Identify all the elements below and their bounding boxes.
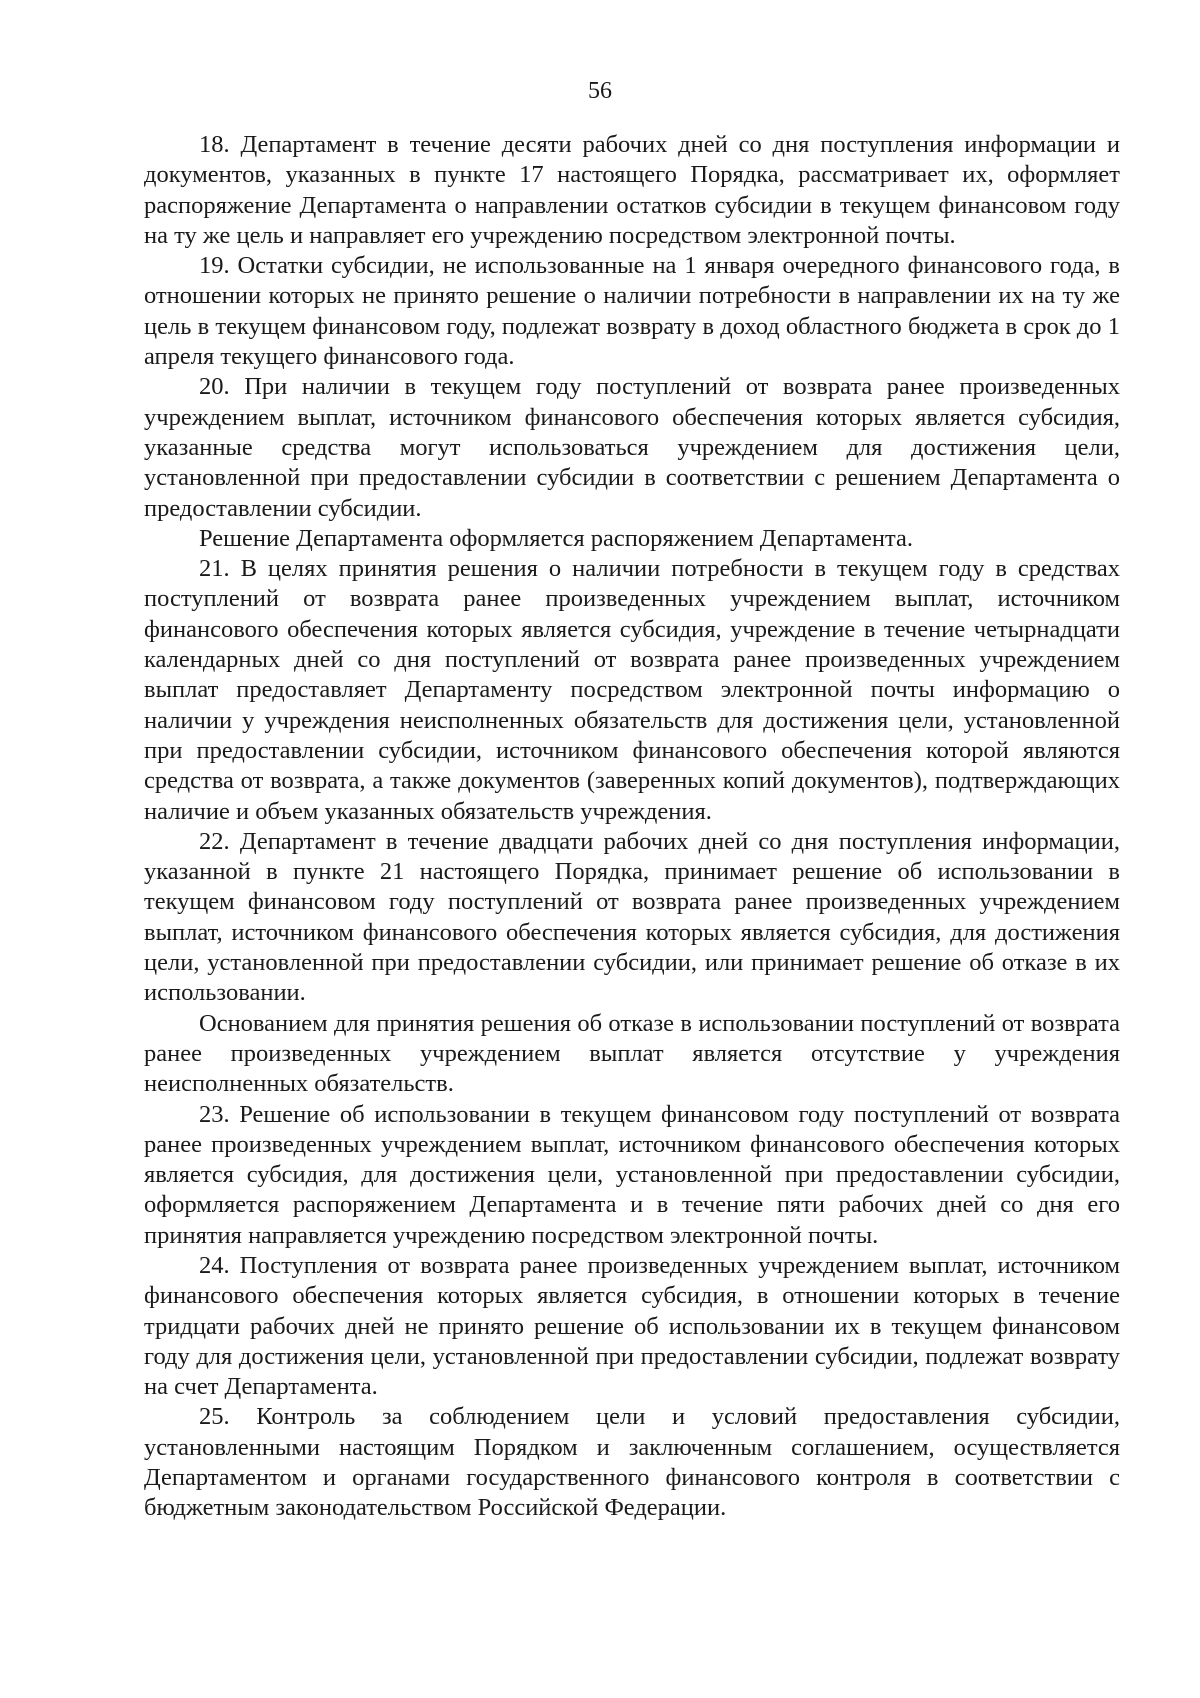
document-body [144,130,1120,1524]
paragraph-21: 21. В целях принятия решения о наличии потребности в текущем году в средствах поступлений от возврата ранее произведенных учреждением выплат, источником финансового обеспечения которых является субсидия, учреждение в течение четырнадцати календарных дней со дня поступлений от возврата ранее произведенных учреждением выплат предоставляет Департаменту посредством электронной почты информацию о наличии у учреждения неисполненных обязательств для достижения цели, установленной при предоставлении субсидии, источником финансового обеспечения которой являются средства от возврата, а также документов (заверенных копий документов), подтверждающих наличие и объем указанных обязательств учреждения. [144,555,1120,825]
paragraph-23: 23. Решение об использовании в текущем финансовом году поступлений от возврата ранее произведенных учреждением выплат, источником финансового обеспечения которых является субсидия, для достижения цели, установленной при предоставлении субсидии, оформляется распоряжением Департамента и в течение пяти рабочих дней со дня его принятия направляется учреждению посредством электронной почты. [144,1100,1120,1249]
paragraph-24: 24. Поступления от возврата ранее произведенных учреждением выплат, источником финансового обеспечения которых является субсидия, в отношении которых в течение тридцати рабочих дней не принято решение об использовании их в текущем финансовом году для достижения цели, установленной при предоставлении субсидии, подлежат возврату на счет Департамента. [144,1251,1120,1401]
paragraph-20-decision: Решение Департамента оформляется распоряжением Департамента. [199,524,913,552]
paragraph-22: 22. Департамент в течение двадцати рабочих дней со дня поступления информации, указанной в пункте 21 настоящего Порядка, принимает решение об использовании в текущем финансовом году поступлений от возврата ранее произведенных учреждением выплат, источником финансового обеспечения которых является субсидия, для достижения цели, установленной при предоставлении субсидии, или принимает решение об отказе в их использовании. [144,827,1120,1007]
paragraph-19: 19. Остатки субсидии, не использованные на 1 января очередного финансового года, в отношении которых не принято решение о наличии потребности в направлении их на ту же цель в текущем финансовом году, подлежат возврату в доход областного бюджета в срок до 1 апреля текущего финансового года. [144,252,1120,371]
paragraph-20: 20. При наличии в текущем году поступлений от возврата ранее произведенных учреждением выплат, источником финансового обеспечения которых является субсидия, указанные средства могут использоваться учреждением для достижения цели, установленной при предоставлении субсидии в соответствии с решением Департамента о предоставлении субсидии. [144,373,1120,522]
paragraph-18: 18. Департамент в течение десяти рабочих дней со дня поступления информации и документов, указанных в пункте 17 настоящего Порядка, рассматривает их, оформляет распоряжение Департамента о направлении остатков субсидии в текущем финансовом году на ту же цель и направляет его учреждению посредством электронной почты. [144,131,1120,249]
page-number: 56 [588,78,612,104]
paragraph-25: 25. Контроль за соблюдением цели и условий предоставления субсидии, установленными настоящим Порядком и заключенным соглашением, осуществляется Департаментом и органами государственного финансового контроля в соответствии с бюджетным законодательством Российской Федерации. [144,1403,1120,1522]
paragraph-22-grounds: Основанием для принятия решения об отказе в использовании поступлений от возврата ранее произведенных учреждением выплат является отсутствие у учреждения неисполненных обязательств. [144,1009,1120,1098]
